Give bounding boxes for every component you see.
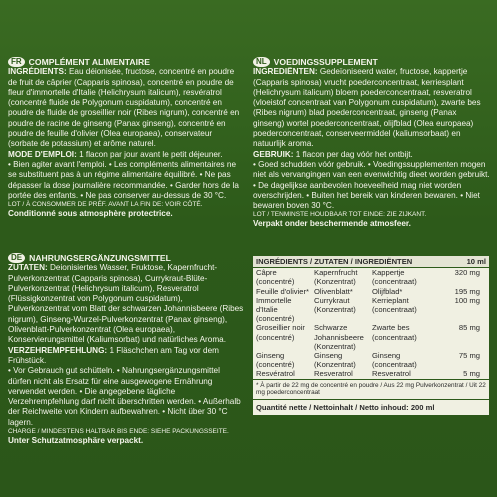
table-row (253, 268, 489, 286)
nl-conditioning: Verpakt onder beschermende atmosfeer. (253, 219, 411, 229)
table-row (253, 351, 489, 369)
table-row (253, 287, 489, 296)
cell-fr: Immortelle d'Italie (concentré) (256, 295, 295, 324)
cell-nl: Kerrieplant (concentraat) (372, 295, 417, 315)
cell-fr: Câpre (concentré) (256, 268, 295, 287)
nl-notes: • Goed schudden vóór gebruik. • Voedingssupplementen mogen niet als vervangingen van een evenwichtig dieet worden gebruikt. • De dagelijkse aanbevolen hoeveelheid mag niet worden overschrijden. • Buiten het bereik van kinderen bewaren. • Niet bewaren boven 30 °C. (253, 159, 490, 211)
de-conditioning: Unter Schutzatmosphäre verpackt. (8, 436, 144, 446)
nl-mode-label: GEBRUIK: (253, 149, 294, 159)
cell-fr: Resvératrol (256, 369, 295, 379)
fr-mode-text: 1 flacon par jour avant le petit déjeuner. (79, 149, 223, 159)
de-header (8, 253, 244, 263)
cell-fr: Ginseng (concentré) (256, 351, 295, 370)
cell-nl: Ginseng (concentraat) (372, 351, 417, 370)
cell-nl: Olijfblad* (372, 286, 403, 296)
fr-mode (8, 150, 244, 160)
fr-title: COMPLÉMENT ALIMENTAIRE (28, 57, 150, 67)
cell-fr: Feuille d'olivier* (256, 286, 309, 296)
de-mode-text: 1 Fläschchen am Tag vor dem Frühstück. (8, 345, 219, 365)
net-quantity: Quantité nette / Nettoinhalt / Netto inhoud: 200 ml (253, 399, 489, 415)
de-title: NAHRUNGSERGÄNZUNGSMITTEL (29, 253, 171, 263)
nl-title: VOEDINGSSUPPLEMENT (273, 57, 378, 67)
nl-section (253, 57, 490, 230)
cell-de: Ginseng (Konzentrat) (314, 351, 356, 370)
nl-mode (253, 150, 490, 160)
table-row (253, 369, 489, 378)
cell-amount: 5 mg (463, 369, 480, 379)
de-notes: • Vor Gebrauch gut schütteln. • Nahrungsergänzungsmittel dürfen nicht als Ersatz für eine ausgewogene Ernährung verwendet werden. • Die angegebene tägliche Verzehrempfehlung darf nicht überschritten werden. • Außerhalb der Reichweite von Kindern aufbewahren. • Nicht über 30 °C lagern. (8, 366, 241, 427)
fr-notes: • Bien agiter avant l'emploi. • Les compléments alimentaires ne se substituent pas à un régime alimentaire équilibré. • Ne pas dépasser la dose journalière recommandée. • Garder hors de la portée des enfants. • Ne pas conserver au-dessus de 30 °C. (8, 159, 239, 200)
de-mode-label: VERZEHREMPFEHLUNG: (8, 345, 108, 355)
de-section (8, 253, 244, 446)
table-row (253, 323, 489, 351)
de-lot: CHARGE / MINDESTENS HALTBAR BIS ENDE: SIEHE PACKUNGSSEITE. (8, 428, 229, 436)
table-header (253, 256, 489, 268)
cell-de: Schwarze Johannisbeere (Konzentrat) (314, 323, 364, 351)
cell-fr: Groseillier noir (concentré) (256, 323, 305, 342)
cell-nl: Resveratrol (372, 369, 411, 379)
fr-conditioning: Conditionné sous atmosphère protectrice. (8, 209, 173, 219)
de-ingredients (8, 263, 244, 345)
de-mode (8, 346, 244, 367)
cell-amount: 85 mg (458, 323, 480, 333)
fr-ingredients (8, 67, 244, 149)
nl-header (253, 57, 490, 67)
nl-ingredients-label: INGREDIËNTEN: (253, 67, 318, 77)
cell-de: Resveratrol (314, 369, 353, 379)
nl-lot: LOT / TENMINSTE HOUDBAAR TOT EINDE: ZIE ZIJKANT. (253, 211, 427, 219)
cell-de: Kapernfrucht (Konzentrat) (314, 268, 358, 287)
table-footnote: * À partir de 22 mg de concentré en poudre / Aus 22 mg Pulverkonzentrat / Uit 22 mg poederconcentraat (253, 379, 489, 399)
fr-lot: LOT / À CONSOMMER DE PRÉF. AVANT LA FIN DE: VOIR CÔTÉ. (8, 201, 203, 209)
cell-de: Olivenblatt* (314, 286, 353, 296)
cell-nl: Zwarte bes (concentraat) (372, 323, 417, 342)
fr-header (8, 57, 244, 67)
fr-mode-label: MODE D'EMPLOI: (8, 149, 77, 159)
nl-tag: NL (253, 57, 270, 67)
cell-amount: 100 mg (454, 295, 480, 305)
de-ingredients-text: Deionisiertes Wasser, Fruktose, Kapernfrucht-Pulverkonzentrat (Capparis spinosa), Currykraut-Blüte-Pulverkonzentrat (Helichrysum italicum), Resveratrol (Flüssigkonzentrat von Polygonum cuspidatum), Pulverkonzentrat vom Blatt der schwarzen Johannisbeere (Ribes nigrum), Ginseng-Wurzel-Pulverkonzentrat (Panax ginseng), Olivenblatt-Pulverkonzentrat (Olea europaea), Konservierungsmittel (Kaliumsorbat) und natürliches Aroma. (8, 263, 244, 345)
fr-tag: FR (8, 57, 25, 67)
nl-ingredients (253, 67, 490, 149)
nl-mode-text: 1 flacon per dag vóór het ontbijt. (295, 149, 413, 159)
cell-nl: Kappertje (concentraat) (372, 268, 417, 287)
de-tag: DE (8, 253, 25, 263)
cell-amount: 320 mg (454, 268, 480, 278)
de-ingredients-label: ZUTATEN: (8, 263, 48, 273)
table-unit: 10 ml (466, 257, 486, 266)
fr-ingredients-text: Eau déionisée, fructose, concentré en poudre de fruit de câprier (Capparis spinosa), concentré en poudre de fleur d'immortelle d'Italie (Helichrysum italicum), resvératrol (concentré fluide de Polygonum cuspidatum), concentré en poudre de fluide de groseillier noir (Ribes nigrum), concentré en poudre de racine de ginseng (Panax ginseng), concentré en poudre de feuille d'olivier (Olea europaea), conservateur (sorbate de potassium) et arôme naturel. (8, 67, 240, 149)
ingredient-table (253, 256, 489, 415)
table-header-label: INGRÉDIENTS / ZUTATEN / INGREDIËNTEN (256, 257, 413, 266)
fr-ingredients-label: INGRÉDIENTS: (8, 67, 67, 77)
cell-de: Currykraut (Konzentrat) (314, 295, 356, 315)
cell-amount: 75 mg (458, 351, 480, 361)
table-row (253, 296, 489, 324)
fr-section (8, 57, 244, 219)
cell-amount: 195 mg (454, 286, 480, 296)
nl-ingredients-text: Gedeïoniseerd water, fructose, kappertje (Capparis spinosa) vrucht poederconcentraat, kerriesplant (Helichrysum italicum) bloem poederconcentraat, resveratrol (vloeistof concentraat van Polygonum cuspidatum), zwarte bes (Ribes nigrum) blad poederconcentraat, ginseng (Panax ginseng) wortel poederconcentraat, olijfblad (Olea europaea) poederconcentraat, conserveermiddel (kaliumsorbaat) en natuurlijk aroma. (253, 67, 481, 149)
